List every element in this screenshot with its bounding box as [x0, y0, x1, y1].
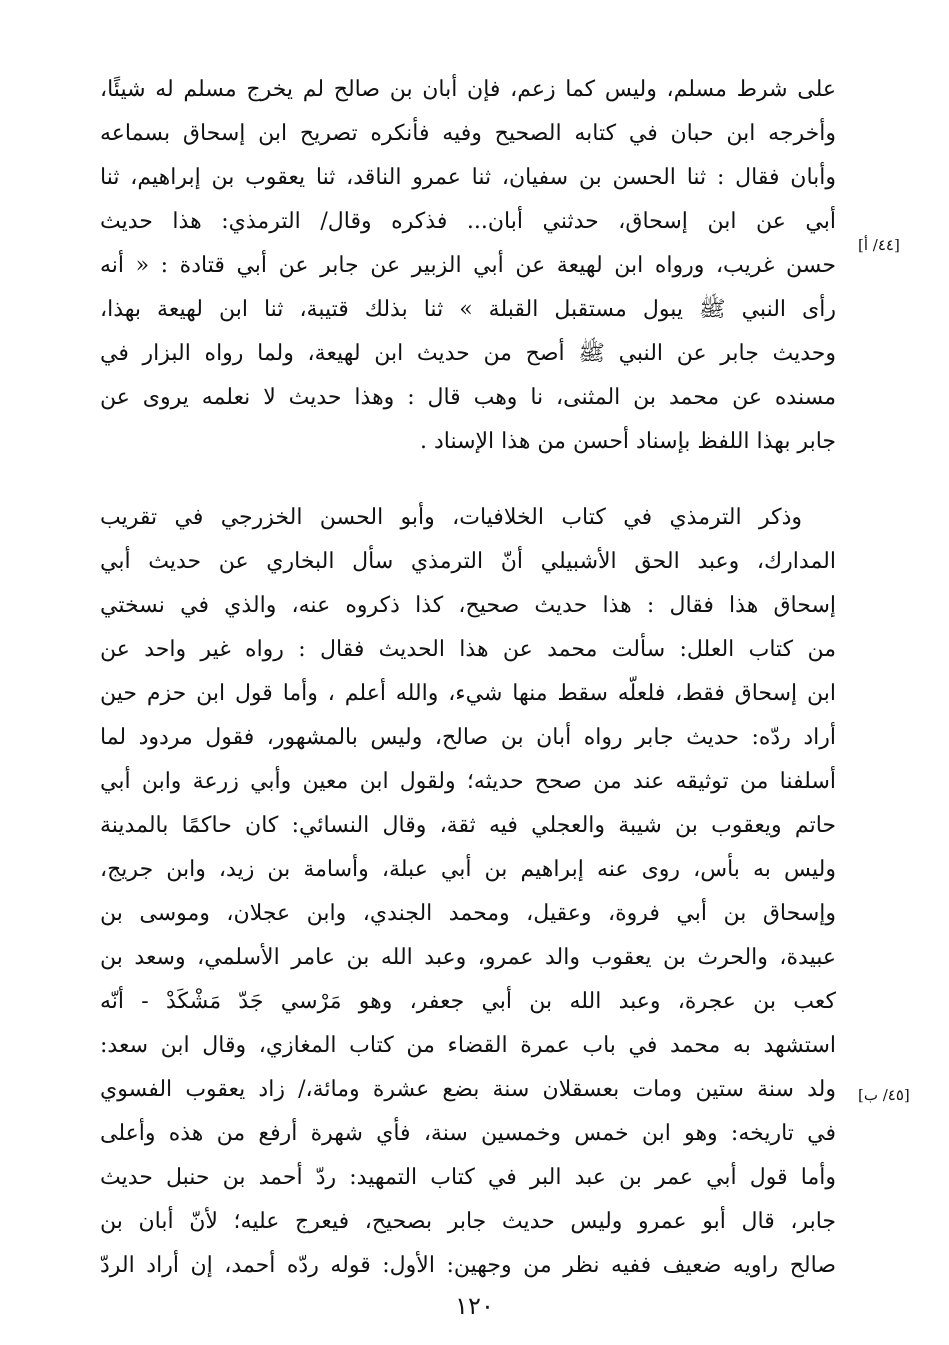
text-line: في تاريخه: وهو ابن خمس وخمسين سنة، فأي شهرة أرفع من هذه وأعلى [100, 1121, 836, 1146]
text-line: المدارك، وعبد الحق الأشبيلي أنّ الترمذي سأل البخاري عن حديث أبي [100, 549, 836, 574]
text-line: استشهد به محمد في باب عمرة القضاء من كتاب المغازي، وقال ابن سعد: [100, 1033, 836, 1058]
text-line: عبيدة، والحرث بن يعقوب والد عمرو، وعبد الله بن عامر الأسلمي، وسعد بن [100, 945, 836, 970]
text-line: صالح راويه ضعيف ففيه نظر من وجهين: الأول: قوله ردّه أحمد، إن أراد الردّ [100, 1253, 836, 1278]
text-line: حسن غريب، ورواه ابن لهيعة عن أبي الزبير عن جابر عن أبي قتادة : « أنه [100, 253, 836, 278]
text-line: أسلفنا من توثيقه عند من صحح حديثه؛ ولقول ابن معين وأبي زرعة وابن أبي [100, 769, 836, 794]
text-line: وذكر الترمذي في كتاب الخلافيات، وأبو الحسن الخزرجي في تقريب [100, 505, 802, 530]
manuscript-folio-marker: [٤٥/ ب] [858, 1086, 910, 1104]
text-line: من كتاب العلل: سألت محمد عن هذا الحديث فقال : رواه غير واحد عن [100, 637, 836, 662]
text-line: جابر، قال أبو عمرو وليس حديث جابر بصحيح، فيعرج عليه؛ لأنّ أبان بن [100, 1209, 836, 1234]
text-line: جابر بهذا اللفظ بإسناد أحسن من هذا الإسناد . [419, 429, 836, 454]
text-line: على شرط مسلم، وليس كما زعم، فإن أبان بن صالح لم يخرج مسلم له شيئًا، [100, 77, 836, 102]
text-line: وأما قول أبي عمر بن عبد البر في كتاب التمهيد: ردّ أحمد بن حنبل حديث [100, 1165, 836, 1190]
text-line: إسحاق هذا فقال : هذا حديث صحيح، كذا ذكروه عنه، والذي في نسختي [100, 593, 836, 618]
text-line: ابن إسحاق فقط، فلعلّه سقط منها شيء، والله أعلم ، وأما قول ابن حزم حين [100, 681, 836, 706]
text-line: مسنده عن محمد بن المثنى، نا وهب قال : وهذا حديث لا نعلمه يروى عن [100, 385, 836, 410]
text-line: أبي عن ابن إسحاق، حدثني أبان... فذكره وقال/ الترمذي: هذا حديث [100, 209, 836, 234]
text-line: وليس به بأس، روى عنه إبراهيم بن أبي عبلة، وأسامة بن زيد، وابن جريج، [100, 857, 836, 882]
text-line: حاتم ويعقوب بن شيبة والعجلي فيه ثقة، وقال النسائي: كان حاكمًا بالمدينة [100, 813, 836, 838]
paragraph-2 [100, 496, 836, 1288]
text-line: وأبان فقال : ثنا الحسن بن سفيان، ثنا عمرو الناقد، ثنا يعقوب بن إبراهيم، ثنا [100, 165, 836, 190]
text-line: ولد سنة ستين ومات بعسقلان سنة بضع عشرة ومائة،/ زاد يعقوب الفسوي [100, 1077, 836, 1102]
paragraph-1 [100, 68, 836, 464]
text-line: رأى النبي ﷺ يبول مستقبل القبلة » ثنا بذلك قتيبة، ثنا ابن لهيعة بهذا، [100, 297, 836, 322]
manuscript-folio-marker: [٤٤/ أ] [858, 236, 900, 254]
text-line: وأخرجه ابن حبان في كتابه الصحيح وفيه فأنكره تصريح ابن إسحاق بسماعه [100, 121, 836, 146]
text-line: أراد ردّه: حديث جابر رواه أبان بن صالح، وليس بالمشهور، فقول مردود لما [100, 725, 836, 750]
text-line: وإسحاق بن أبي فروة، وعقيل، ومحمد الجندي، وابن عجلان، وموسى بن [100, 901, 836, 926]
text-line: وحديث جابر عن النبي ﷺ أصح من حديث ابن لهيعة، ولما رواه البزار في [100, 341, 836, 366]
text-line: كعب بن عجرة، وعبد الله بن أبي جعفر، وهو مَرْسي جَدّ مَشْكَدْ - أنّه [100, 989, 836, 1014]
page-number: ١٢٠ [455, 1292, 494, 1320]
